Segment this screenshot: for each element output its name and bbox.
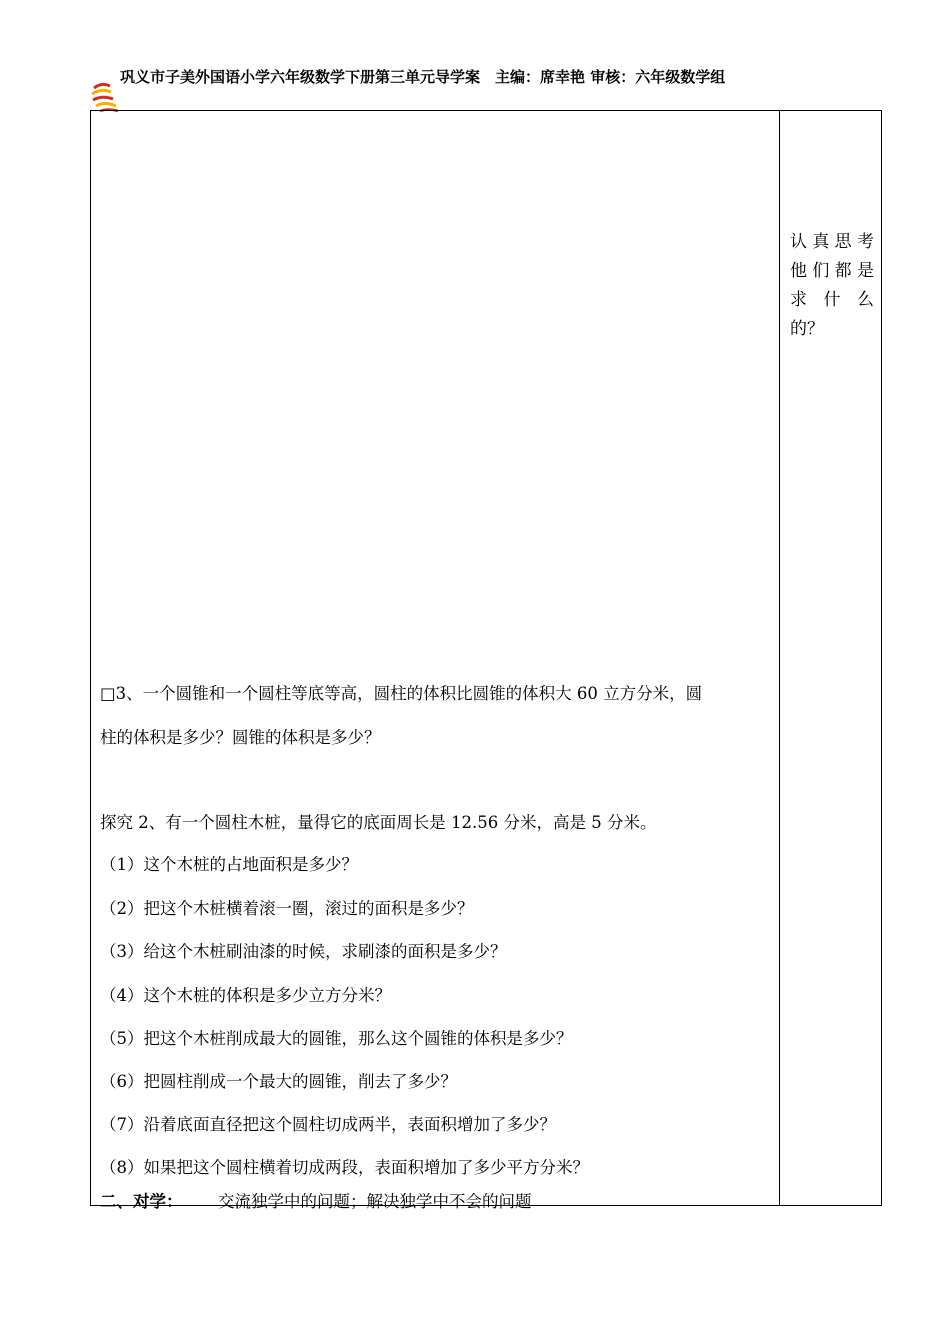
section-2-heading (100, 1188, 532, 1212)
question-item: （7）沿着底面直径把这个圆柱切成两半，表面积增加了多少？ (100, 1115, 556, 1134)
question-item: （6）把圆柱削成一个最大的圆锥，削去了多少？ (100, 1072, 457, 1091)
section-2-text: 交流独学中的问题；解决独学中不会的问题 (218, 1192, 532, 1211)
question-item: （8）如果把这个圆柱横着切成两段，表面积增加了多少平方分米？ (100, 1158, 589, 1177)
side-note-line: 他们都是 (790, 261, 874, 281)
school-logo-icon (88, 80, 122, 114)
section-2-label: 二、对学： (100, 1192, 183, 1211)
side-note-line: 认真思考 (790, 232, 874, 252)
question-item: （1）这个木桩的占地面积是多少？ (100, 855, 358, 874)
column-divider (779, 110, 780, 1206)
explore-2-intro: 探究 2、有一个圆柱木桩，量得它的底面周长是 12.56 分米，高是 5 分米。 (100, 813, 657, 832)
side-note (790, 228, 874, 344)
page-header: 巩义市子美外国语小学六年级数学下册第三单元导学案 主编：席幸艳 审核：六年级数学组 (120, 68, 726, 86)
side-note-line: 的？ (790, 319, 824, 339)
problem-3-line-2: 柱的体积是多少？圆锥的体积是多少？ (100, 728, 381, 747)
question-item: （2）把这个木桩横着滚一圈，滚过的面积是多少？ (100, 899, 474, 918)
question-item: （4）这个木桩的体积是多少立方分米？ (100, 986, 391, 1005)
problem-3-line-1: □3、一个圆锥和一个圆柱等底等高，圆柱的体积比圆锥的体积大 60 立方分米，圆 (100, 684, 703, 703)
question-item: （5）把这个木桩削成最大的圆锥，那么这个圆锥的体积是多少？ (100, 1029, 573, 1048)
side-note-line: 求什么 (790, 290, 874, 310)
question-item: （3）给这个木桩刷油漆的时候，求刷漆的面积是多少？ (100, 942, 507, 961)
